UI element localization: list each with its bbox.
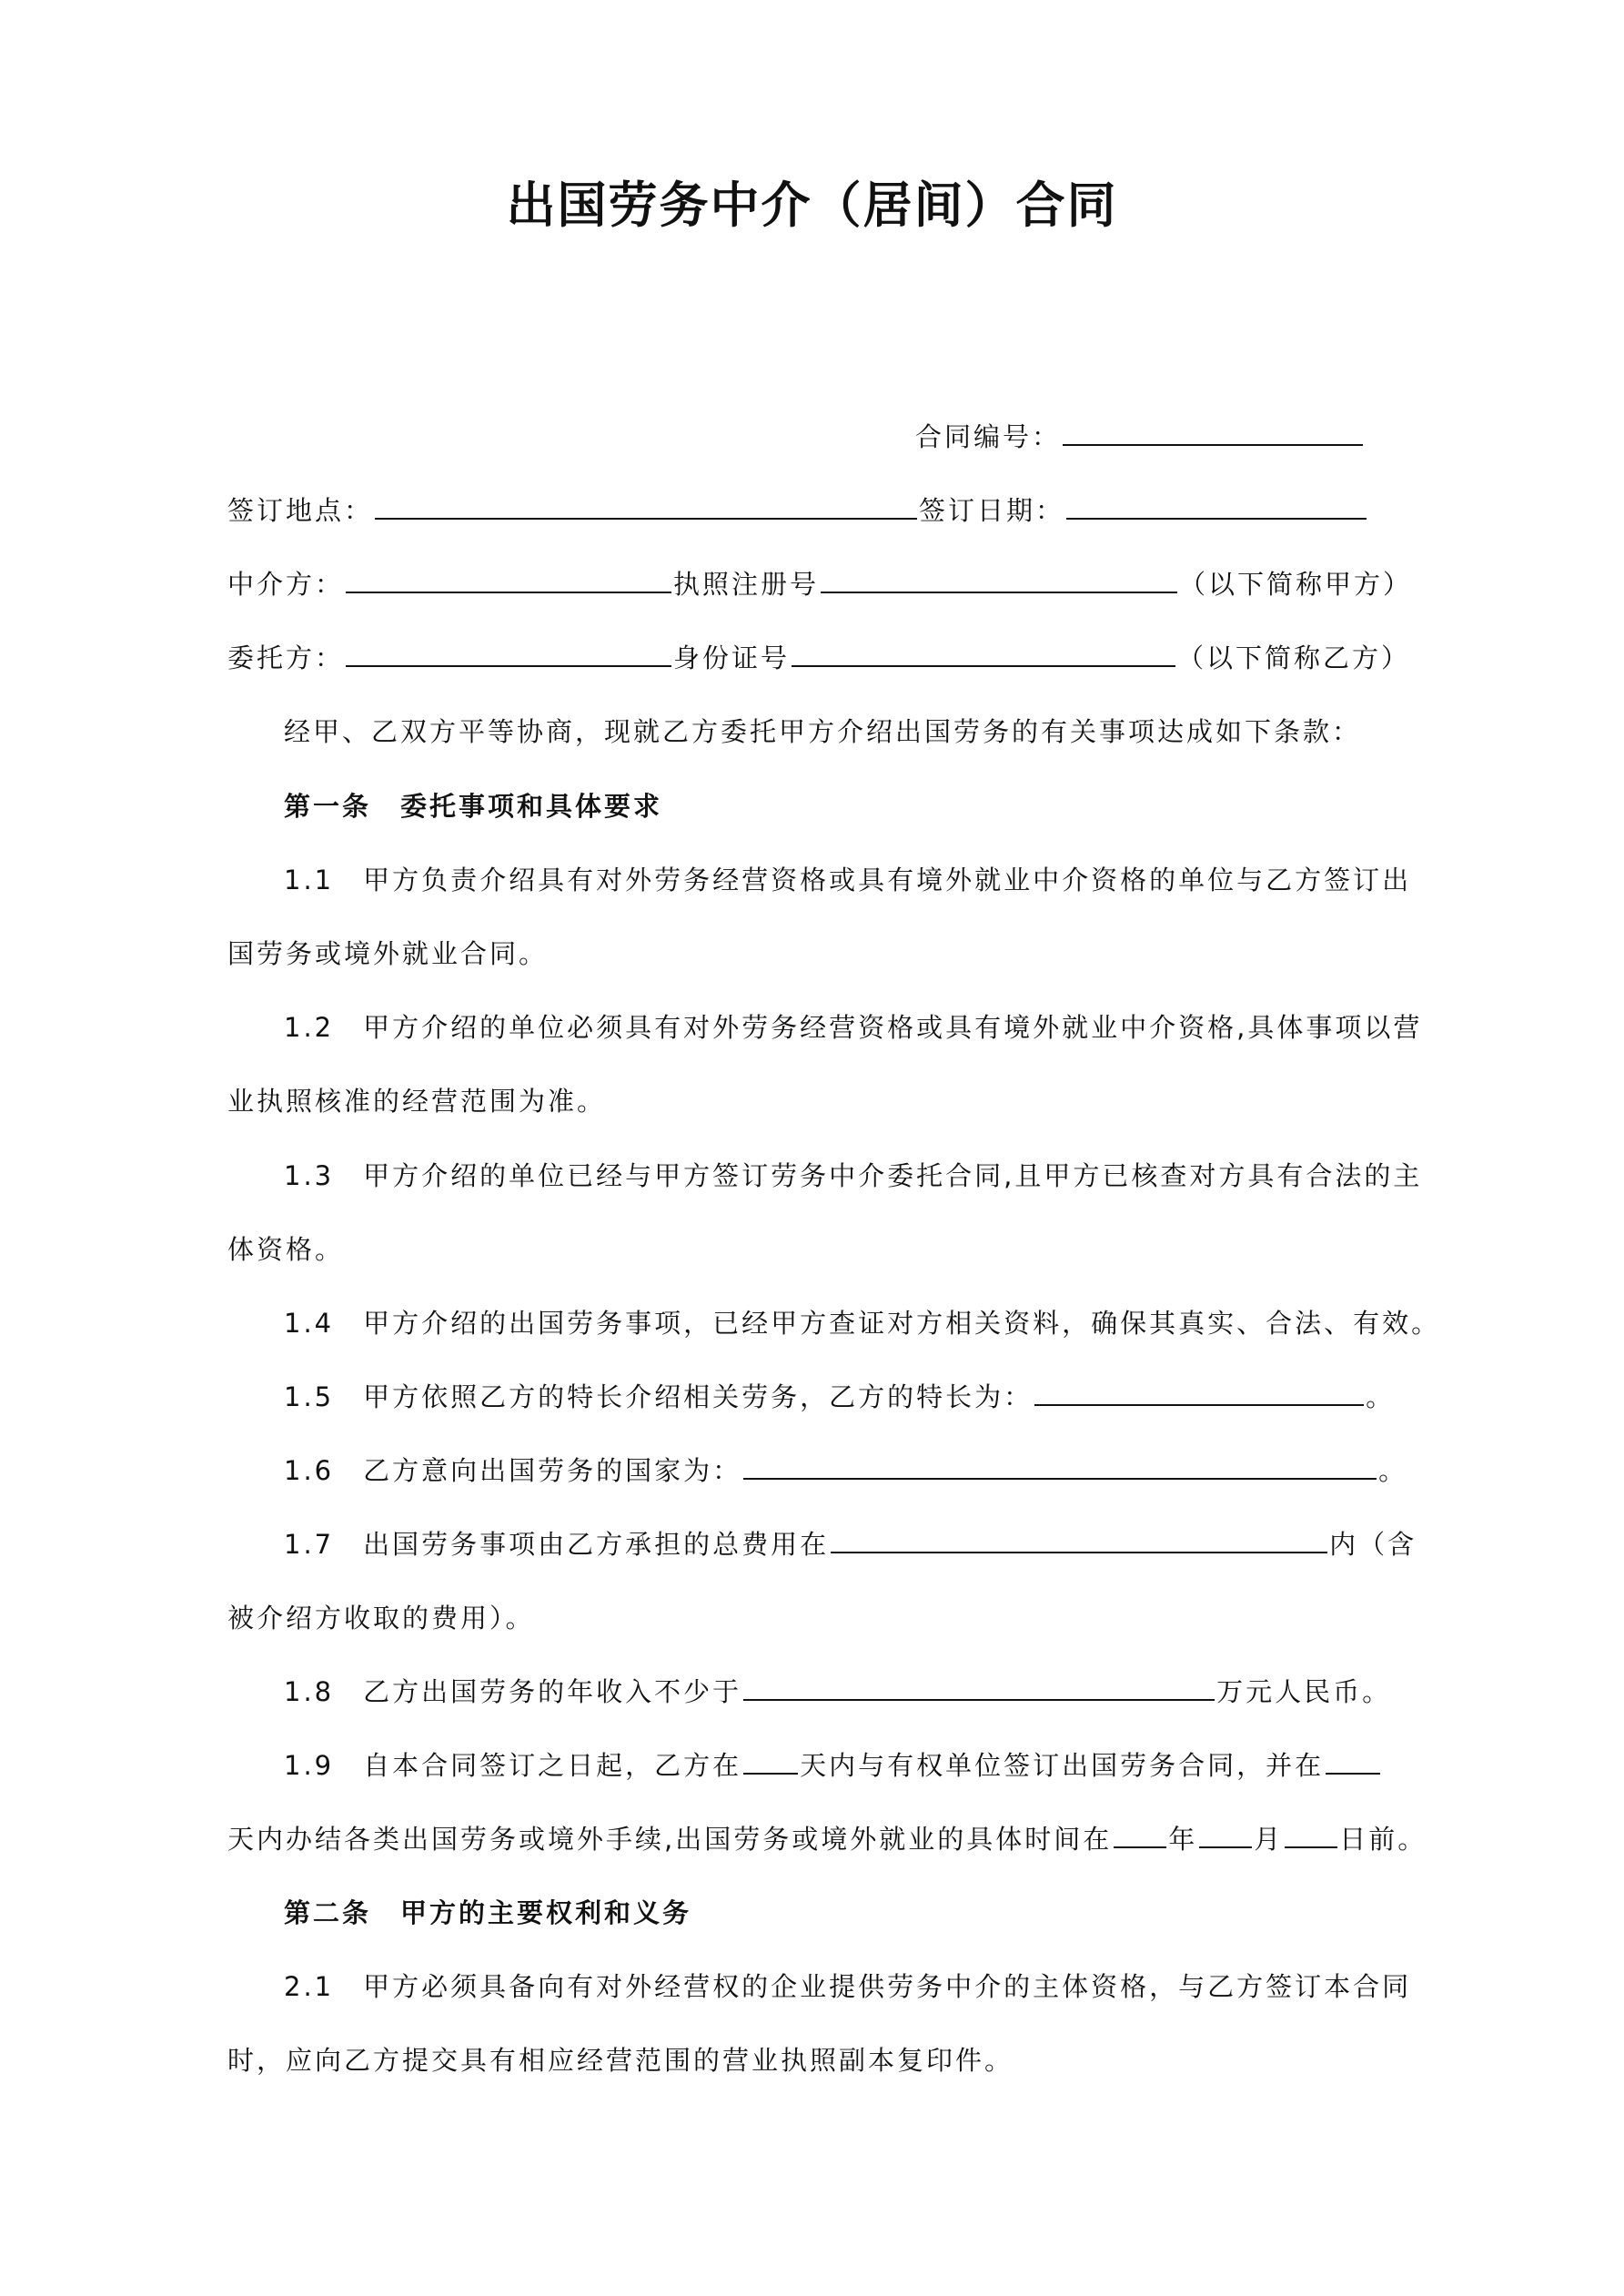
- contract-no-row: [915, 417, 1365, 457]
- intermediary-label: 中介方：: [227, 569, 345, 600]
- clause-1-4: 1.4 甲方介绍的出国劳务事项，已经甲方查证对方相关资料，确保其真实、合法、有效。: [284, 1308, 1441, 1339]
- country-field[interactable]: [743, 1452, 1377, 1480]
- sign-date-field[interactable]: [1066, 492, 1367, 520]
- clause-1-8-end: 万元人民币。: [1216, 1676, 1392, 1707]
- annual-income-field[interactable]: [743, 1674, 1215, 1701]
- clause-1-7-text: 1.7 出国劳务事项由乙方承担的总费用在: [284, 1529, 830, 1560]
- clause-1-1-line1: 1.1 甲方负责介绍具有对外劳务经营资格或具有境外就业中介资格的单位与乙方签订出: [284, 865, 1412, 895]
- intro-paragraph: 经甲、乙双方平等协商，现就乙方委托甲方介绍出国劳务的有关事项达成如下条款：: [284, 716, 1362, 747]
- month-label: 月: [1254, 1824, 1284, 1855]
- specialty-field[interactable]: [1034, 1379, 1364, 1406]
- clause-1-9-line2: [227, 1819, 1427, 1859]
- total-fee-field[interactable]: [831, 1526, 1327, 1553]
- clause-1-5-end: 。: [1366, 1381, 1396, 1412]
- party-a-note: （以下简称甲方）: [1179, 569, 1413, 600]
- month-field[interactable]: [1199, 1821, 1252, 1848]
- day-field[interactable]: [1285, 1821, 1337, 1848]
- days-sign-field[interactable]: [743, 1747, 798, 1775]
- clause-2-1-line1: 2.1 甲方必须具备向有对外经营权的企业提供劳务中介的主体资格，与乙方签订本合同: [284, 1971, 1412, 2002]
- days-handle-field[interactable]: [1326, 1747, 1380, 1775]
- intermediary-field[interactable]: [346, 566, 671, 593]
- clause-1-8-text: 1.8 乙方出国劳务的年收入不少于: [284, 1676, 742, 1707]
- clause-1-7-line2: 被介绍方收取的费用）。: [227, 1603, 535, 1633]
- clause-1-6: [284, 1451, 1407, 1491]
- contract-no-field[interactable]: [1063, 419, 1363, 446]
- day-label: 日前。: [1339, 1824, 1427, 1855]
- id-field[interactable]: [792, 640, 1175, 667]
- clause-1-2-line2: 业执照核准的经营范围为准。: [227, 1086, 607, 1117]
- clause-1-9-line1: [284, 1745, 1382, 1785]
- year-field[interactable]: [1114, 1821, 1166, 1848]
- sign-place-row: [227, 491, 1368, 531]
- id-label: 身份证号: [673, 642, 791, 673]
- clause-1-7-line1: [284, 1524, 1417, 1564]
- clause-1-5: [284, 1377, 1395, 1417]
- sign-place-field[interactable]: [375, 492, 917, 520]
- clause-1-9-text-a: 1.9 自本合同签订之日起，乙方在: [284, 1750, 742, 1781]
- license-field[interactable]: [821, 566, 1177, 593]
- client-label: 委托方：: [227, 642, 345, 673]
- section1-heading: 第一条 委托事项和具体要求: [284, 791, 663, 822]
- client-row: [227, 638, 1410, 678]
- clause-1-6-end: 。: [1378, 1455, 1408, 1486]
- client-field[interactable]: [346, 640, 671, 667]
- sign-date-label: 签订日期：: [919, 495, 1065, 526]
- sign-place-label: 签订地点：: [227, 495, 374, 526]
- clause-1-6-text: 1.6 乙方意向出国劳务的国家为：: [284, 1455, 742, 1486]
- intermediary-row: [227, 564, 1412, 604]
- clause-1-7-end: 内（含: [1329, 1529, 1417, 1560]
- clause-1-8: [284, 1672, 1391, 1712]
- party-b-note: （以下简称乙方）: [1177, 642, 1411, 673]
- clause-1-1-line2: 国劳务或境外就业合同。: [227, 938, 549, 969]
- clause-1-9-text-b: 天内与有权单位签订出国劳务合同，并在: [800, 1750, 1325, 1781]
- contract-no-label: 合同编号：: [915, 421, 1062, 452]
- clause-1-2-line1: 1.2 甲方介绍的单位必须具有对外劳务经营资格或具有境外就业中介资格,具体事项以营: [284, 1012, 1423, 1043]
- clause-1-3-line2: 体资格。: [227, 1234, 345, 1265]
- clause-1-5-text: 1.5 甲方依照乙方的特长介绍相关劳务，乙方的特长为：: [284, 1381, 1034, 1412]
- clause-1-9-text-c: 天内办结各类出国劳务或境外手续,出国劳务或境外就业的具体时间在: [227, 1824, 1113, 1855]
- license-label: 执照注册号: [673, 569, 820, 600]
- clause-1-3-line1: 1.3 甲方介绍的单位已经与甲方签订劳务中介委托合同,且甲方已核查对方具有合法的主: [284, 1160, 1423, 1191]
- year-label: 年: [1168, 1824, 1198, 1855]
- section2-heading: 第二条 甲方的主要权利和义务: [284, 1897, 692, 1928]
- clause-2-1-line2: 时，应向乙方提交具有相应经营范围的营业执照副本复印件。: [227, 2045, 1014, 2076]
- page-title: 出国劳务中介（居间）合同: [506, 177, 1118, 234]
